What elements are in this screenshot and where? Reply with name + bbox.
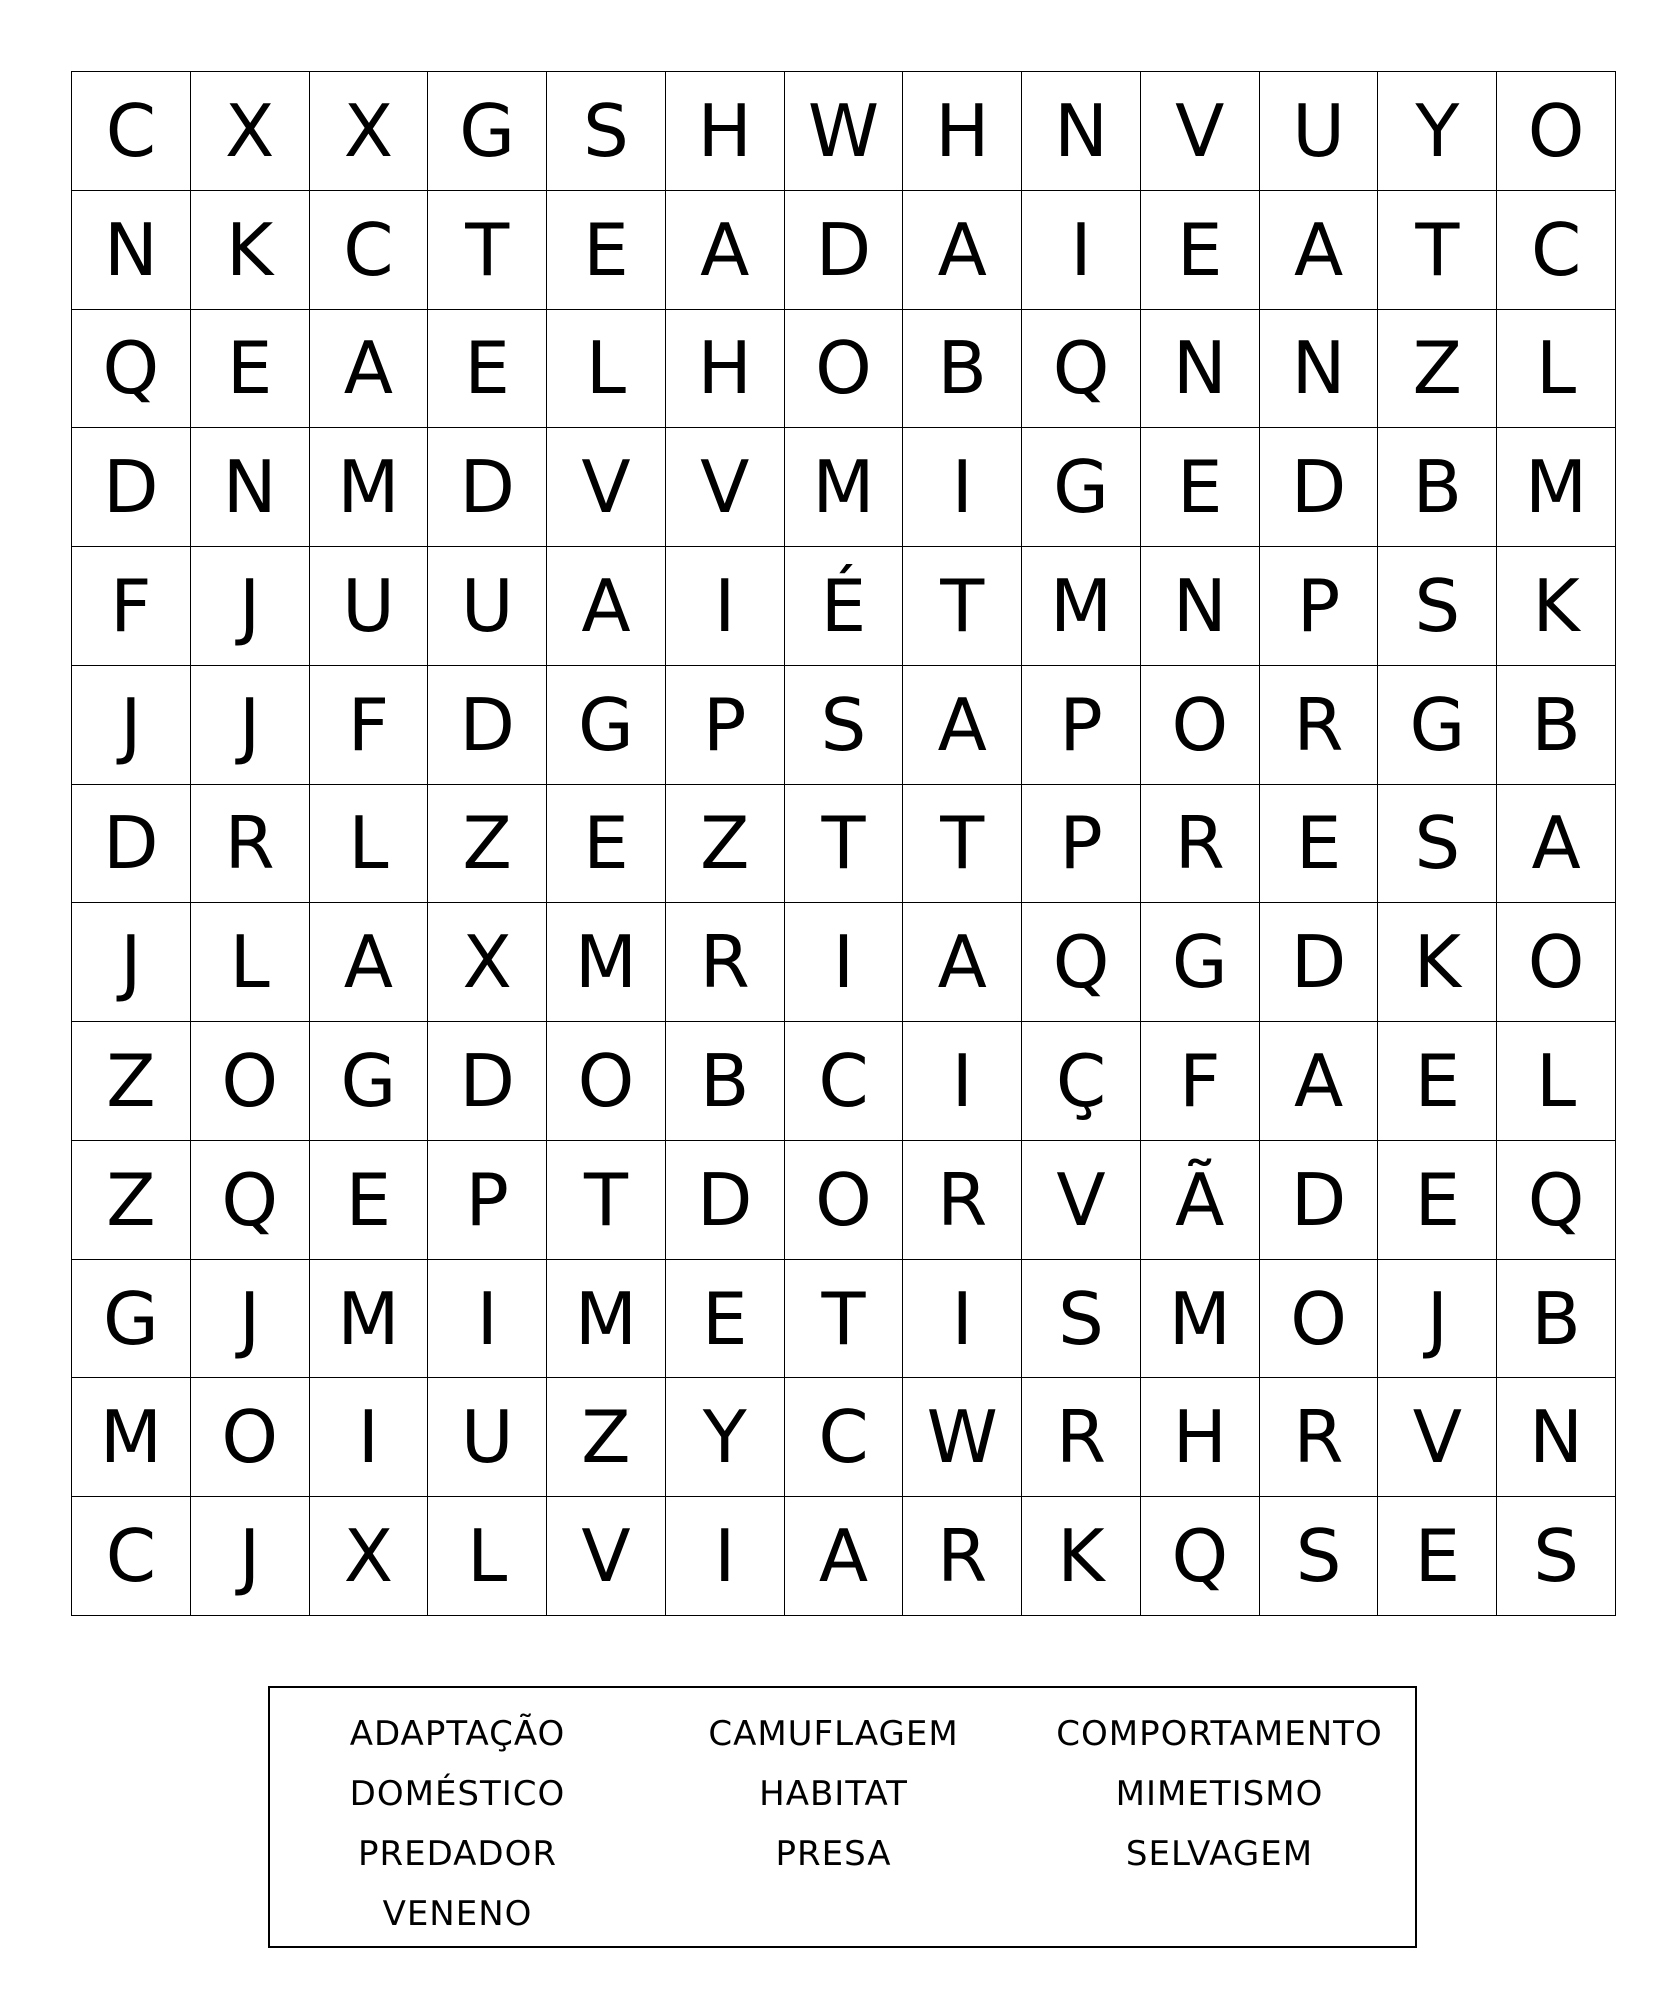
grid-cell[interactable]: J — [191, 1260, 310, 1379]
grid-cell[interactable]: U — [310, 547, 429, 666]
letter-grid — [71, 71, 1616, 1616]
grid-cell[interactable]: I — [903, 1260, 1022, 1379]
grid-cell[interactable]: I — [428, 1260, 547, 1379]
grid-cell[interactable]: D — [1260, 1141, 1379, 1260]
grid-cell[interactable]: S — [785, 666, 904, 785]
grid-cell[interactable]: D — [1260, 428, 1379, 547]
word-list-box — [268, 1686, 1417, 1948]
grid-cell[interactable]: X — [191, 72, 310, 191]
grid-cell[interactable]: T — [547, 1141, 666, 1260]
grid-cell[interactable]: M — [310, 1260, 429, 1379]
grid-cell[interactable]: A — [310, 903, 429, 1022]
grid-cell[interactable]: V — [1022, 1141, 1141, 1260]
grid-cell[interactable]: L — [1497, 310, 1616, 429]
grid-cell[interactable]: V — [1378, 1378, 1497, 1497]
grid-cell[interactable]: M — [72, 1378, 191, 1497]
grid-cell[interactable]: D — [666, 1141, 785, 1260]
word-list-item: VENENO — [382, 1894, 533, 1934]
grid-cell[interactable]: D — [1260, 903, 1379, 1022]
grid-cell[interactable]: U — [428, 547, 547, 666]
grid-cell[interactable]: D — [72, 428, 191, 547]
word-list-item: COMPORTAMENTO — [1056, 1714, 1383, 1754]
grid-cell[interactable]: B — [903, 310, 1022, 429]
grid-cell[interactable]: E — [666, 1260, 785, 1379]
grid-cell[interactable]: H — [666, 310, 785, 429]
grid-cell[interactable]: J — [72, 903, 191, 1022]
grid-cell[interactable]: X — [310, 72, 429, 191]
grid-cell[interactable]: L — [1497, 1022, 1616, 1141]
grid-cell[interactable]: Ç — [1022, 1022, 1141, 1141]
grid-cell[interactable]: E — [310, 1141, 429, 1260]
grid-cell[interactable]: S — [1497, 1497, 1616, 1616]
grid-cell[interactable]: S — [1378, 547, 1497, 666]
grid-cell[interactable]: H — [1141, 1378, 1260, 1497]
word-list-item: PRESA — [775, 1834, 892, 1874]
grid-cell[interactable]: O — [547, 1022, 666, 1141]
grid-cell[interactable]: G — [547, 666, 666, 785]
grid-cell[interactable]: I — [666, 547, 785, 666]
grid-cell[interactable]: P — [1022, 785, 1141, 904]
grid-cell[interactable]: R — [666, 903, 785, 1022]
grid-cell[interactable]: K — [1497, 547, 1616, 666]
grid-cell[interactable]: Y — [1378, 72, 1497, 191]
word-list-item: DOMÉSTICO — [349, 1774, 566, 1814]
grid-cell[interactable]: L — [191, 903, 310, 1022]
grid-cell[interactable]: P — [1260, 547, 1379, 666]
grid-cell[interactable]: I — [903, 1022, 1022, 1141]
grid-cell[interactable]: T — [785, 785, 904, 904]
grid-cell[interactable]: C — [72, 1497, 191, 1616]
grid-cell[interactable]: Z — [1378, 310, 1497, 429]
grid-cell[interactable]: M — [547, 903, 666, 1022]
grid-cell[interactable]: O — [1141, 666, 1260, 785]
grid-cell[interactable]: I — [785, 903, 904, 1022]
grid-cell[interactable]: T — [1378, 191, 1497, 310]
grid-cell[interactable]: É — [785, 547, 904, 666]
grid-cell[interactable]: A — [903, 903, 1022, 1022]
grid-cell[interactable]: L — [428, 1497, 547, 1616]
word-list-item: SELVAGEM — [1125, 1834, 1314, 1874]
grid-cell[interactable]: O — [1497, 903, 1616, 1022]
grid-cell[interactable]: Z — [72, 1141, 191, 1260]
grid-cell[interactable]: G — [428, 72, 547, 191]
grid-cell[interactable]: J — [191, 547, 310, 666]
grid-cell[interactable]: N — [1497, 1378, 1616, 1497]
grid-cell[interactable]: O — [785, 1141, 904, 1260]
grid-cell[interactable]: J — [191, 1497, 310, 1616]
grid-cell[interactable]: R — [1260, 1378, 1379, 1497]
grid-cell[interactable]: O — [785, 310, 904, 429]
grid-cell[interactable]: A — [1260, 1022, 1379, 1141]
grid-cell[interactable]: T — [903, 785, 1022, 904]
grid-cell[interactable]: X — [310, 1497, 429, 1616]
grid-cell[interactable]: R — [1260, 666, 1379, 785]
grid-cell[interactable]: Q — [1497, 1141, 1616, 1260]
word-list-item: CAMUFLAGEM — [708, 1714, 959, 1754]
grid-cell[interactable]: N — [191, 428, 310, 547]
grid-cell[interactable]: B — [1497, 1260, 1616, 1379]
grid-cell[interactable]: D — [428, 666, 547, 785]
grid-cell[interactable]: J — [191, 666, 310, 785]
grid-cell[interactable]: G — [310, 1022, 429, 1141]
grid-cell[interactable]: L — [547, 310, 666, 429]
grid-cell[interactable]: M — [1022, 547, 1141, 666]
word-list — [270, 1688, 1415, 1944]
grid-cell[interactable]: A — [785, 1497, 904, 1616]
grid-cell[interactable]: F — [72, 547, 191, 666]
grid-cell[interactable]: D — [72, 785, 191, 904]
grid-cell[interactable]: Z — [547, 1378, 666, 1497]
grid-cell[interactable]: A — [1260, 191, 1379, 310]
grid-cell[interactable]: J — [1378, 1260, 1497, 1379]
grid-cell[interactable]: B — [666, 1022, 785, 1141]
grid-cell[interactable]: I — [903, 428, 1022, 547]
word-list-item: PREDADOR — [357, 1834, 558, 1874]
grid-cell[interactable]: E — [1141, 428, 1260, 547]
grid-cell[interactable]: I — [1022, 191, 1141, 310]
grid-cell[interactable]: C — [785, 1378, 904, 1497]
grid-cell[interactable]: S — [1022, 1260, 1141, 1379]
word-list-item: ADAPTAÇÃO — [349, 1714, 566, 1754]
grid-cell[interactable]: Q — [1022, 903, 1141, 1022]
grid-cell[interactable]: N — [1260, 310, 1379, 429]
grid-cell[interactable]: C — [1497, 191, 1616, 310]
grid-cell[interactable]: C — [72, 72, 191, 191]
grid-cell[interactable]: S — [1260, 1497, 1379, 1616]
grid-cell[interactable]: Z — [428, 785, 547, 904]
grid-cell[interactable]: R — [1141, 785, 1260, 904]
grid-cell[interactable]: X — [428, 903, 547, 1022]
grid-cell[interactable]: N — [1141, 547, 1260, 666]
grid-cell[interactable]: S — [547, 72, 666, 191]
grid-cell[interactable]: A — [1497, 785, 1616, 904]
grid-cell[interactable]: G — [1141, 903, 1260, 1022]
grid-cell[interactable]: Q — [72, 310, 191, 429]
grid-cell[interactable]: V — [1141, 72, 1260, 191]
grid-cell[interactable]: D — [785, 191, 904, 310]
grid-cell[interactable]: E — [1378, 1141, 1497, 1260]
grid-cell[interactable]: R — [903, 1141, 1022, 1260]
grid-cell[interactable]: O — [1260, 1260, 1379, 1379]
grid-cell[interactable]: M — [310, 428, 429, 547]
grid-cell[interactable]: R — [903, 1497, 1022, 1616]
grid-cell[interactable]: G — [1022, 428, 1141, 547]
grid-cell[interactable]: E — [1378, 1497, 1497, 1616]
grid-cell[interactable]: R — [1022, 1378, 1141, 1497]
grid-cell[interactable]: I — [666, 1497, 785, 1616]
grid-cell[interactable]: E — [1378, 1022, 1497, 1141]
grid-cell[interactable]: H — [903, 72, 1022, 191]
grid-cell[interactable]: V — [547, 428, 666, 547]
grid-cell[interactable]: A — [310, 310, 429, 429]
grid-cell[interactable]: U — [1260, 72, 1379, 191]
word-list-item: HABITAT — [759, 1774, 908, 1814]
grid-cell[interactable]: Z — [72, 1022, 191, 1141]
grid-cell[interactable]: G — [72, 1260, 191, 1379]
grid-cell[interactable]: H — [666, 72, 785, 191]
grid-cell[interactable]: F — [1141, 1022, 1260, 1141]
grid-cell[interactable]: Q — [191, 1141, 310, 1260]
grid-cell[interactable]: N — [1022, 72, 1141, 191]
grid-cell[interactable]: P — [1022, 666, 1141, 785]
grid-cell[interactable]: T — [785, 1260, 904, 1379]
grid-cell[interactable]: M — [547, 1260, 666, 1379]
grid-cell[interactable]: C — [310, 191, 429, 310]
grid-cell[interactable]: O — [191, 1022, 310, 1141]
grid-cell[interactable]: I — [310, 1378, 429, 1497]
grid-cell[interactable]: D — [428, 1022, 547, 1141]
grid-cell[interactable]: T — [428, 191, 547, 310]
grid-cell[interactable]: Q — [1022, 310, 1141, 429]
grid-cell[interactable]: O — [191, 1378, 310, 1497]
grid-cell[interactable]: Y — [666, 1378, 785, 1497]
grid-cell[interactable]: V — [666, 428, 785, 547]
grid-cell[interactable]: N — [72, 191, 191, 310]
grid-cell[interactable]: E — [428, 310, 547, 429]
grid-cell[interactable]: A — [547, 547, 666, 666]
grid-cell[interactable]: C — [785, 1022, 904, 1141]
grid-cell[interactable]: B — [1497, 666, 1616, 785]
grid-cell[interactable]: W — [903, 1378, 1022, 1497]
grid-cell[interactable]: D — [428, 428, 547, 547]
grid-cell[interactable]: E — [547, 785, 666, 904]
grid-cell[interactable]: S — [1378, 785, 1497, 904]
grid-cell[interactable]: U — [428, 1378, 547, 1497]
grid-cell[interactable]: E — [1141, 191, 1260, 310]
grid-cell[interactable]: A — [666, 191, 785, 310]
grid-cell[interactable]: Ã — [1141, 1141, 1260, 1260]
grid-cell[interactable]: W — [785, 72, 904, 191]
word-list-item: MIMETISMO — [1115, 1774, 1324, 1814]
grid-cell[interactable]: R — [191, 785, 310, 904]
grid-cell[interactable]: K — [1378, 903, 1497, 1022]
grid-cell[interactable]: E — [191, 310, 310, 429]
grid-cell[interactable]: M — [785, 428, 904, 547]
grid-cell[interactable]: N — [1141, 310, 1260, 429]
grid-cell[interactable]: E — [547, 191, 666, 310]
grid-cell[interactable]: O — [1497, 72, 1616, 191]
grid-cell[interactable]: Z — [666, 785, 785, 904]
grid-cell[interactable]: T — [903, 547, 1022, 666]
grid-cell[interactable]: A — [903, 666, 1022, 785]
grid-cell[interactable]: G — [1378, 666, 1497, 785]
grid-cell[interactable]: Q — [1141, 1497, 1260, 1616]
grid-cell[interactable]: M — [1141, 1260, 1260, 1379]
grid-cell[interactable]: F — [310, 666, 429, 785]
grid-cell[interactable]: K — [191, 191, 310, 310]
grid-cell[interactable]: K — [1022, 1497, 1141, 1616]
grid-cell[interactable]: V — [547, 1497, 666, 1616]
grid-cell[interactable]: P — [666, 666, 785, 785]
grid-cell[interactable]: E — [1260, 785, 1379, 904]
grid-cell[interactable]: P — [428, 1141, 547, 1260]
grid-cell[interactable]: B — [1378, 428, 1497, 547]
grid-cell[interactable]: J — [72, 666, 191, 785]
grid-cell[interactable]: A — [903, 191, 1022, 310]
grid-cell[interactable]: M — [1497, 428, 1616, 547]
grid-cell[interactable]: L — [310, 785, 429, 904]
